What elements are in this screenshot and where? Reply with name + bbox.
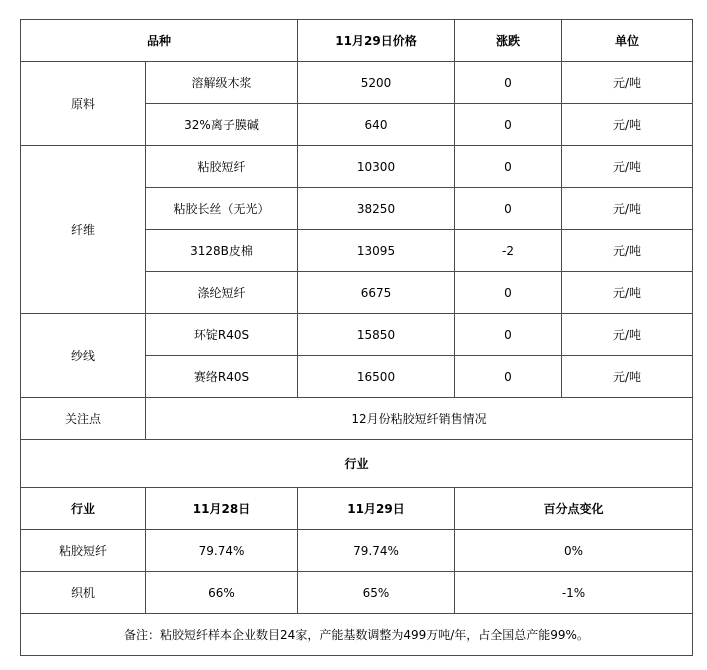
header-row [21,20,693,62]
price-value: 5200 [298,62,455,104]
price-table [20,19,693,656]
footnote: 备注：粘胶短纤样本企业数目24家，产能基数调整为499万吨/年，占全国总产能99%。 [21,614,693,656]
industry-title-row [21,440,693,488]
unit-value: 元/吨 [562,230,693,272]
product-name: 赛络R40S [146,356,298,398]
price-value: 13095 [298,230,455,272]
unit-value: 元/吨 [562,146,693,188]
price-value: 6675 [298,272,455,314]
industry-pct: 0% [455,530,693,572]
change-value: 0 [455,272,562,314]
price-value: 16500 [298,356,455,398]
price-value: 38250 [298,188,455,230]
industry-header-row [21,488,693,530]
header-variety: 品种 [21,20,298,62]
unit-value: 元/吨 [562,356,693,398]
change-value: 0 [455,146,562,188]
change-value: 0 [455,356,562,398]
note-row [21,614,693,656]
industry-name: 织机 [21,572,146,614]
group-yarn: 纱线 [21,314,146,398]
industry-pct: -1% [455,572,693,614]
unit-value: 元/吨 [562,188,693,230]
focus-text: 12月份粘胶短纤销售情况 [146,398,693,440]
table-row [21,146,693,188]
product-name: 溶解级木浆 [146,62,298,104]
price-value: 15850 [298,314,455,356]
unit-value: 元/吨 [562,104,693,146]
industry-section-title: 行业 [21,440,693,488]
focus-label: 关注点 [21,398,146,440]
header-price: 11月29日价格 [298,20,455,62]
table-row [21,572,693,614]
table-row [21,62,693,104]
product-name: 环锭R40S [146,314,298,356]
industry-header-name: 行业 [21,488,146,530]
change-value: -2 [455,230,562,272]
unit-value: 元/吨 [562,62,693,104]
industry-header-d2: 11月29日 [298,488,455,530]
header-unit: 单位 [562,20,693,62]
industry-d2: 65% [298,572,455,614]
product-name: 涤纶短纤 [146,272,298,314]
industry-d2: 79.74% [298,530,455,572]
change-value: 0 [455,62,562,104]
price-value: 10300 [298,146,455,188]
table-row [21,530,693,572]
industry-header-d1: 11月28日 [146,488,298,530]
table-row [21,314,693,356]
header-change: 涨跌 [455,20,562,62]
product-name: 粘胶长丝（无光） [146,188,298,230]
product-name: 粘胶短纤 [146,146,298,188]
change-value: 0 [455,104,562,146]
unit-value: 元/吨 [562,272,693,314]
industry-d1: 79.74% [146,530,298,572]
group-fiber: 纤维 [21,146,146,314]
change-value: 0 [455,188,562,230]
price-value: 640 [298,104,455,146]
unit-value: 元/吨 [562,314,693,356]
focus-row [21,398,693,440]
product-name: 3128B皮棉 [146,230,298,272]
industry-d1: 66% [146,572,298,614]
product-name: 32%离子膜碱 [146,104,298,146]
industry-header-pct: 百分点变化 [455,488,693,530]
group-raw-materials: 原料 [21,62,146,146]
change-value: 0 [455,314,562,356]
industry-name: 粘胶短纤 [21,530,146,572]
